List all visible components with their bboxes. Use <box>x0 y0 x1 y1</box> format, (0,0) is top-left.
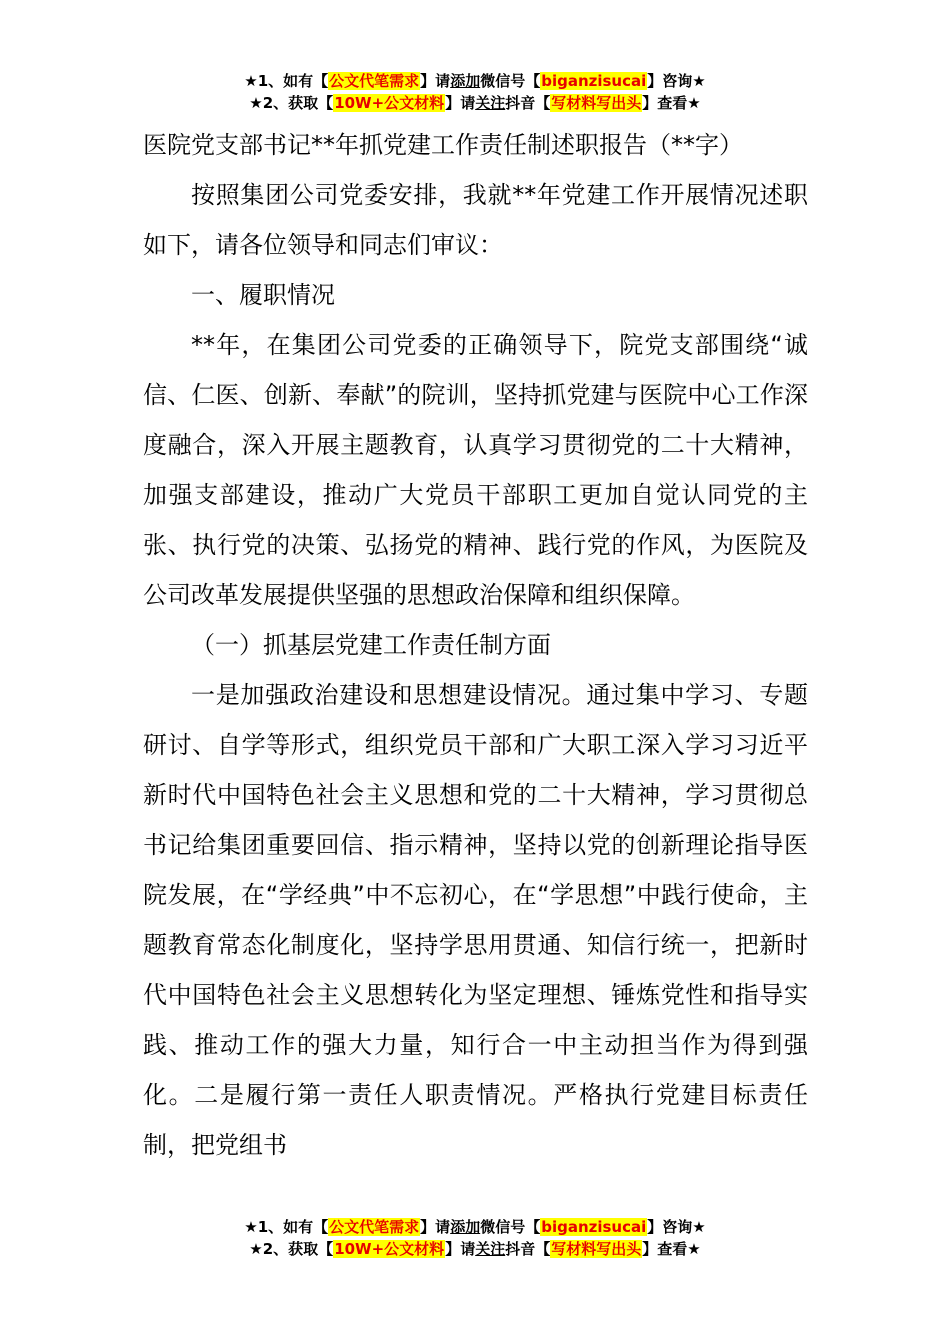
wechat-id: biganzisucai <box>541 72 647 90</box>
paragraph: **年，在集团公司党委的正确领导下，院党支部围绕“诚信、仁医、创新、奉献”的院训，坚持抓党建与医院中心工作深度融合，深入开展主题教育，认真学习贯彻党的二十大精神，加强支部建设，推动广大党员干部职工更加自觉认同党的主张、执行党的决策、弘扬党的精神、践行党的作风，为医院及公司改革发展提供坚强的思想政治保障和组织保障。 <box>143 331 808 609</box>
wechat-id: biganzisucai <box>541 1218 647 1236</box>
highlight-text: 10W+公文材料 <box>334 94 445 112</box>
promo-line-1: ★1、如有【公文代笔需求】请添加微信号【biganzisucai】咨询★ <box>244 1218 706 1236</box>
document-title: 医院党支部书记**年抓党建工作责任制述职报告（**字） <box>143 131 743 159</box>
underlined-text: 关注 <box>475 1240 506 1258</box>
promo-line-2: ★2、获取【10W+公文材料】请关注抖音【写材料写出头】查看★ <box>249 1240 701 1258</box>
highlight-text: 10W+公文材料 <box>334 1240 445 1258</box>
document-body <box>143 120 808 1170</box>
douyin-account: 写材料写出头 <box>551 94 642 112</box>
highlight-text: 公文代笔需求 <box>329 72 420 90</box>
promo-line-2: ★2、获取【10W+公文材料】请关注抖音【写材料写出头】查看★ <box>249 94 701 112</box>
underlined-text: 添加 <box>450 1218 481 1236</box>
douyin-account: 写材料写出头 <box>551 1240 642 1258</box>
subsection-heading: （一）抓基层党建工作责任制方面 <box>191 631 551 659</box>
underlined-text: 添加 <box>450 72 481 90</box>
underlined-text: 关注 <box>475 94 506 112</box>
promo-banner-top <box>0 70 950 114</box>
paragraph: 按照集团公司党委安排，我就**年党建工作开展情况述职如下，请各位领导和同志们审议： <box>143 181 808 259</box>
paragraph: 一是加强政治建设和思想建设情况。通过集中学习、专题研讨、自学等形式，组织党员干部和广大职工深入学习习近平新时代中国特色社会主义思想和党的二十大精神，学习贯彻总书记给集团重要回信、指示精神，坚持以党的创新理论指导医院发展，在“学经典”中不忘初心，在“学思想”中践行使命，主题教育常态化制度化，坚持学思用贯通、知信行统一，把新时代中国特色社会主义思想转化为坚定理想、锤炼党性和指导实践、推动工作的强大力量，知行合一中主动担当作为得到强化。二是履行第一责任人职责情况。严格执行党建目标责任制，把党组书 <box>143 681 808 1159</box>
promo-line-1: ★1、如有【公文代笔需求】请添加微信号【biganzisucai】咨询★ <box>244 72 706 90</box>
highlight-text: 公文代笔需求 <box>329 1218 420 1236</box>
promo-banner-bottom <box>0 1216 950 1260</box>
section-heading: 一、履职情况 <box>191 281 335 309</box>
